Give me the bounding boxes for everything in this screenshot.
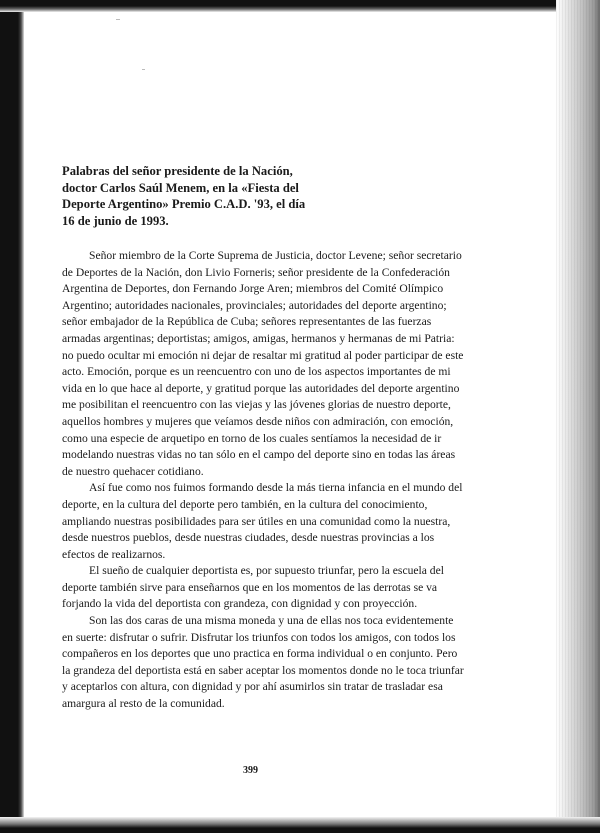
scan-border-bottom xyxy=(0,817,600,833)
scan-speck xyxy=(116,19,120,20)
page-number: 399 xyxy=(243,765,258,776)
speech-paragraph-2: Así fue como nos fuimos formando desde la más tierna infancia en el mundo del deporte, en la cultura del deporte pero también, en la cultura del conocimiento, ampliando nuestras posibilidades para ser útiles en una comunidad como la nuestra, desde nuestros pueblos, desde nuestras ciudades, desde nuestras provincias a los efectos de realizarnos. xyxy=(62,481,463,561)
speech-heading: Palabras del señor presidente de la Nación, doctor Carlos Saúl Menem, en la «Fiesta del Deporte Argentino» Premio C.A.D. '93, el día 16 de junio de 1993. xyxy=(62,164,306,228)
scan-speck xyxy=(142,69,145,70)
speech-paragraph-3: El sueño de cualquier deportista es, por supuesto triunfar, pero la escuela del deporte también sirve para enseñarnos que en los momentos de las derrotas se va forjando la vida del deportista con grandeza, con dignidad y con proyección. xyxy=(62,564,444,611)
scan-border-left xyxy=(0,0,24,833)
scan-border-top xyxy=(0,0,600,12)
speech-paragraph-4: Son las dos caras de una misma moneda y una de ellas nos toca evidentemente en suerte: disfrutar o sufrir. Disfrutar los triunfos con todos los amigos, con todos los compañeros en los deportes que uno practica en forma individual o en conjunto. Pero la grandeza del deportista está en saber aceptar los momentos donde no le toca triunfar y aceptarlos con altura, con dignidad y por ahí asumirlos sin tratar de trasladar esa amargura al resto de la comunidad. xyxy=(62,614,464,711)
speech-paragraph-1: Señor miembro de la Corte Suprema de Justicia, doctor Levene; señor secretario de Deportes de la Nación, don Livio Forneris; señor presidente de la Confederación Argentina de Deportes, don Fernando Jorge Aren; miembros del Comité Olímpico Argentino; autoridades nacionales, provinciales; autoridades del deporte argentino; señor embajador de la República de Cuba; señores representantes de las fuerzas armadas argentinas; deportistas; amigos, amigas, hermanos y hermanas de mi Patria: no puedo ocultar mi emoción ni dejar de resaltar mi gratitud al poder participar de este acto. Emoción, porque es un reencuentro con uno de los aspectos importantes de mi vida en lo que hace al deporte, y gratitud porque las autoridades del deporte argentino me posibilitan el reencuentro con las viejas y las jóvenes glorias de nuestro deporte, aquellos hombres y mujeres que veíamos desde niños con admiración, con emoción, como una especie de arquetipo en torno de los cuales sentíamos la necesidad de ir modelando nuestras vidas no tan sólo en el campo del deporte sino en todas las áreas de nuestro quehacer cotidiano. xyxy=(62,249,464,478)
scan-border-right xyxy=(556,0,600,833)
document-page xyxy=(62,163,466,713)
